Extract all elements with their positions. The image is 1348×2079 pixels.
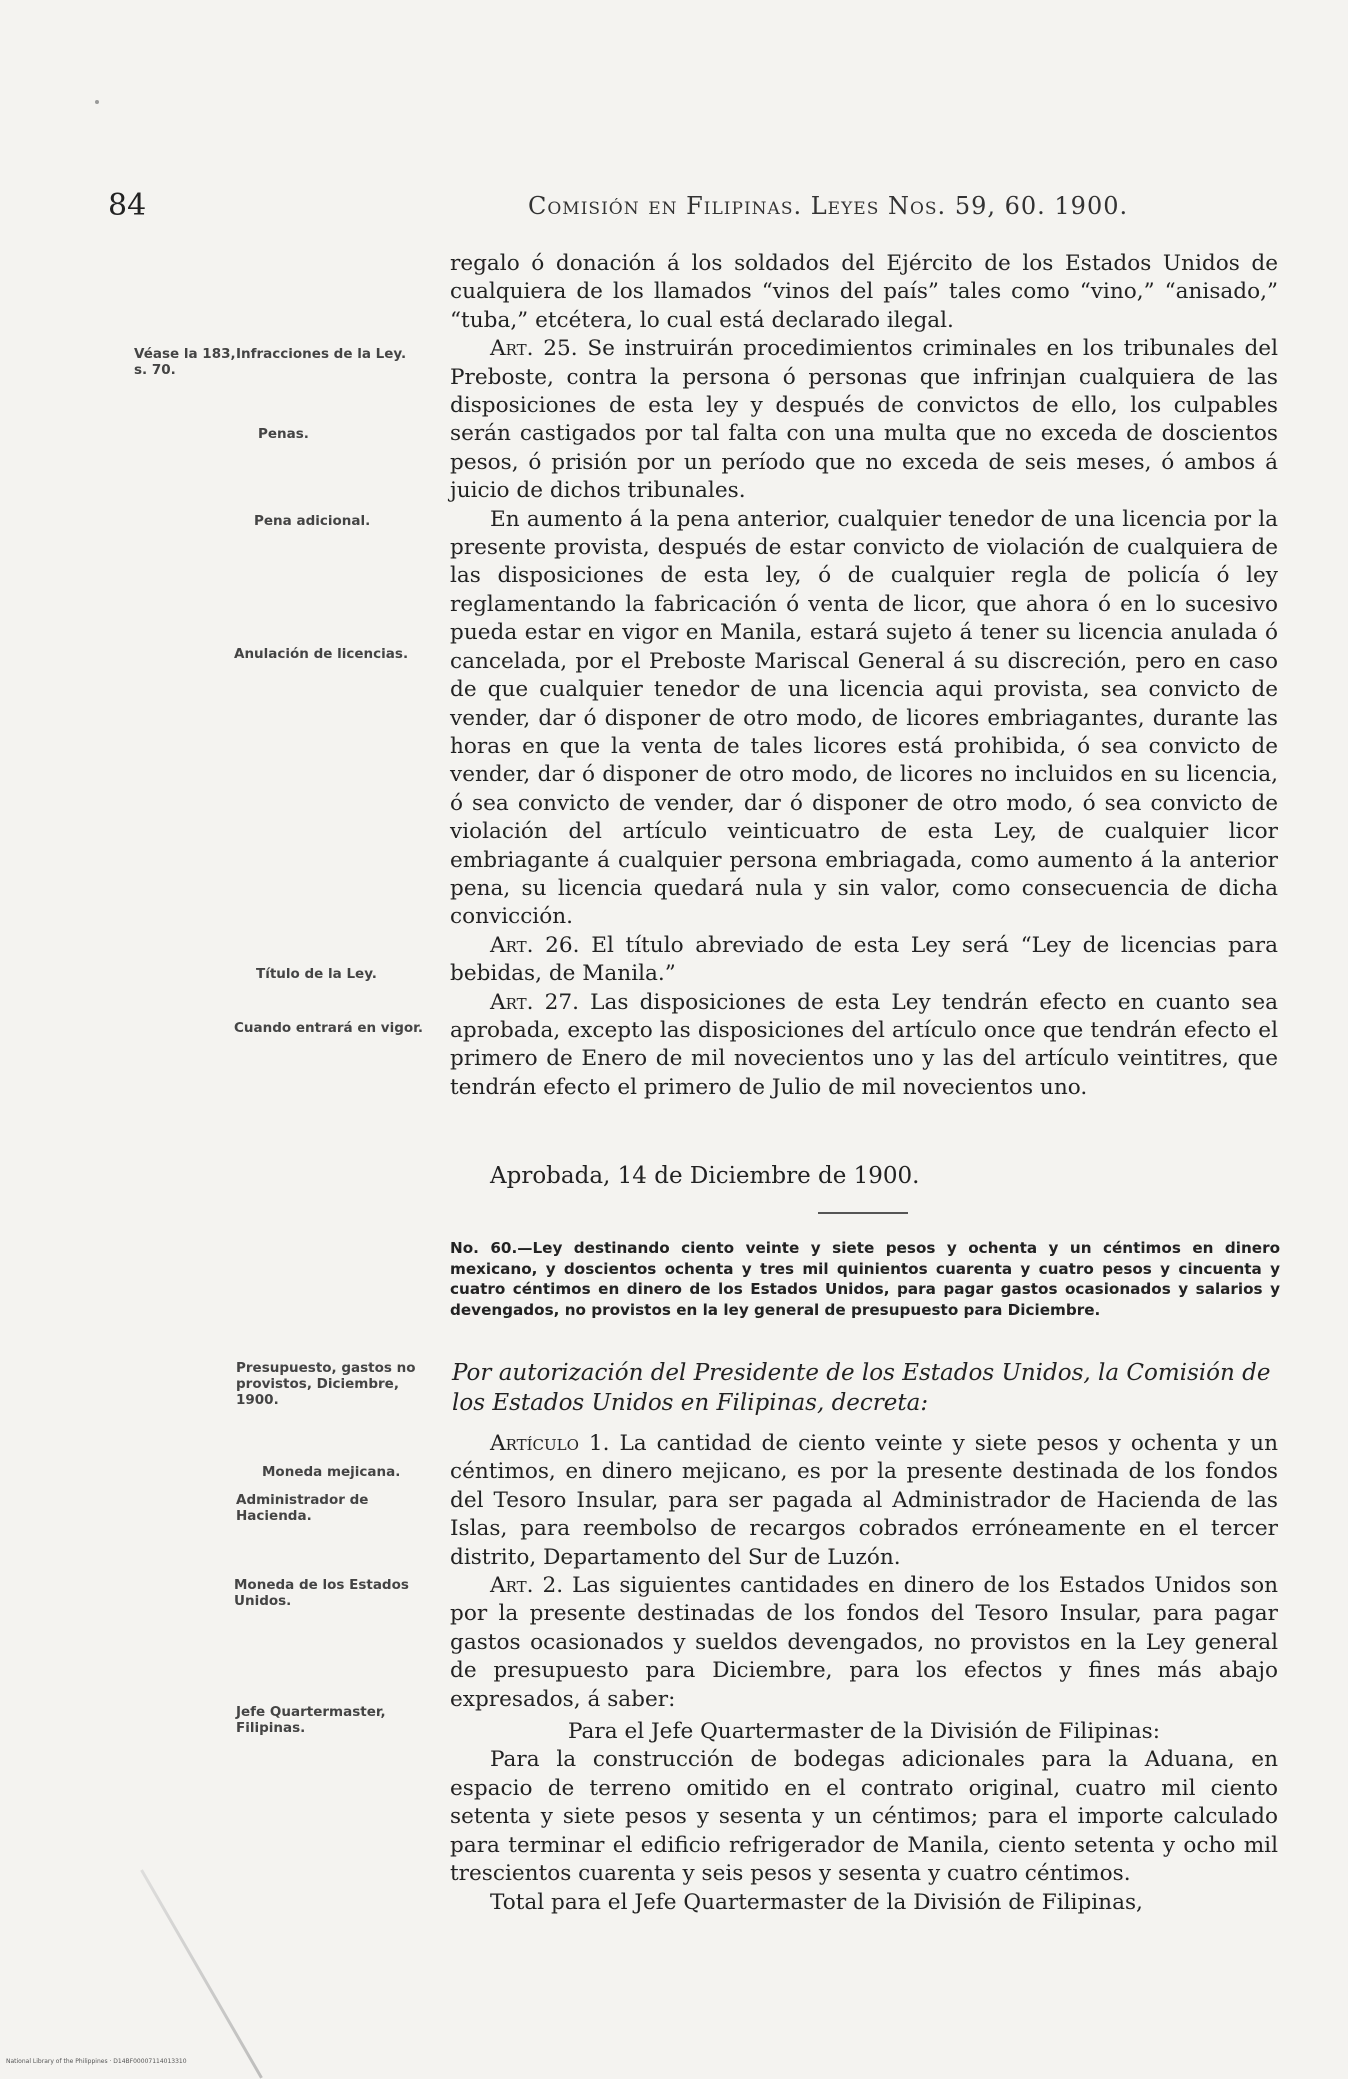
article-2-label: Art. 2. xyxy=(490,1573,564,1599)
article-1-label: Artículo 1. xyxy=(490,1431,610,1456)
law-59-text xyxy=(450,250,1278,1102)
scan-scratch xyxy=(140,1869,263,2078)
margin-note-moneda-mejicana: Moneda mejicana. xyxy=(262,1464,401,1480)
margin-note-moneda-eeuu: Moneda de los Estados Unidos. xyxy=(234,1577,409,1609)
article-2-text: Las siguientes cantidades en dinero de los Estados Unidos son por la presente destinadas de los fondos del Tesoro Insular, para pagar gastos ocasionados y sueldos devengados, no provistos en la Ley general de presupuesto para Diciembre, para los efectos y fines más abajo expresados, á saber: xyxy=(450,1573,1279,1712)
margin-note-presupuesto: Presupuesto, gastos no provistos, Diciembre, 1900. xyxy=(236,1360,416,1408)
article-27 xyxy=(450,989,1278,1103)
margin-note-jefe: Jefe Quartermaster, Filipinas. xyxy=(236,1704,386,1736)
article-26 xyxy=(450,932,1278,989)
paragraph-construccion: Para la construcción de bodegas adicionales para la Aduana, en espacio de terreno omitido en el contrato original, cuatro mil ciento setenta y siete pesos y sesenta y un céntimos; para el importe calculado para terminar el edificio refrigerador de Manila, ciento setenta y ocho mil trescientos cuarenta y seis pesos y sesenta y cuatro céntimos. xyxy=(450,1747,1278,1887)
paragraph-total: Total para el Jefe Quartermaster de la División de Filipinas, xyxy=(490,1889,1143,1915)
margin-note-administrador: Administrador de Hacienda. xyxy=(236,1492,369,1524)
article-25 xyxy=(450,335,1278,505)
margin-note-anulacion: Anulación de licencias. xyxy=(234,646,409,662)
para-jefe-heading: Para el Jefe Quartermaster de la División de Filipinas: xyxy=(567,1719,1160,1745)
law-60-title: No. 60.—Ley destinando ciento veinte y siete pesos y ochenta y un céntimos en dinero mexicano, y doscientos ochenta y tres mil quinientos cuarenta y cuatro pesos y cincuenta y cuatro céntimos en dinero de los Estados Unidos, para pagar gastos ocasionados y salarios y devengados, no provistos en la ley general de presupuesto para Diciembre. xyxy=(450,1239,1280,1319)
paragraph-aumento: En aumento á la pena anterior, cualquier tenedor de una licencia por la presente provista, después de estar convicto de violación de cualquiera de las disposiciones de esta ley, ó de cualquier regla de policía ó ley reglamentando la fabricación ó venta de licor, que ahora ó en lo sucesivo pueda estar en vigor en Manila, estará sujeto á tener su licencia anulada ó cancelada, por el Preboste Mariscal General á su discreción, pero en caso de que cualquier tenedor de una licencia aqui provista, sea convicto de vender, dar ó disponer de otro modo, de licores embriagantes, durante las horas en que la venta de tales licores está prohibida, ó sea convicto de vender, dar ó disponer de otro modo, de licores no incluidos en su licencia, ó sea convicto de vender, dar ó disponer de otro modo, ó sea convicto de violación del artículo veinticuatro de esta Ley, de cualquier licor embriagante á cualquier persona embriagada, como aumento á la anterior pena, su licencia quedará nula y sin valor, como consecuencia de dicha convicción. xyxy=(450,506,1278,930)
article-1-text: La cantidad de ciento veinte y siete pesos y ochenta y un céntimos, en dinero mejicano, es por la presente destinada de los fondos del Tesoro Insular, para ser pagada al Administrador de Hacienda de las Islas, para reembolso de recargos cobrados erróneamente en el tercer distrito, Departamento del Sur de Luzón. xyxy=(450,1431,1278,1570)
margin-note-cuando: Cuando entrará en vigor. xyxy=(234,1020,424,1036)
scan-speck xyxy=(95,100,99,104)
article-26-text: El título abreviado de esta Ley será “Ley de licencias para bebidas, de Manila.” xyxy=(450,932,1278,987)
margin-note-infracciones: Infracciones de la Ley. xyxy=(236,346,407,362)
paragraph-regalo: regalo ó donación á los soldados del Ejército de los Estados Unidos de cualquiera de los llamados “vinos del país” tales como “vino,” “anisado,” “tuba,” etcétera, lo cual está declarado ilegal. xyxy=(450,251,1278,333)
law-60-text xyxy=(450,1430,1278,1917)
article-2 xyxy=(450,1572,1278,1714)
article-26-label: Art. 26. xyxy=(490,932,580,958)
approval-date: Aprobada, 14 de Diciembre de 1900. xyxy=(490,1163,920,1189)
margin-note-titulo: Título de la Ley. xyxy=(256,966,377,982)
article-25-text: Se instruirán procedimientos criminales en los tribunales del Preboste, contra la persona ó personas que infrinjan cualquiera de las disposiciones de esta ley y después de convictos de ello, los culpables serán castigados por tal falta con una multa que no exceda de doscientos pesos, ó prisión por un período que no exceda de seis meses, ó ambos á juicio de dichos tribunales. xyxy=(450,336,1278,504)
footer-watermark: National Library of the Philippines · D14BF00007114013310 xyxy=(6,2058,187,2065)
article-25-label: Art. 25. xyxy=(490,336,578,362)
page-number: 84 xyxy=(108,188,147,223)
article-27-label: Art. 27. xyxy=(490,989,579,1015)
margin-note-penas: Penas. xyxy=(258,426,309,442)
margin-note-vease: Véase la 183, s. 70. xyxy=(134,346,236,378)
section-divider xyxy=(818,1212,908,1214)
article-27-text: Las disposiciones de esta Ley tendrán efecto en cuanto sea aprobada, excepto las disposiciones del artículo once que tendrán efecto el primero de Enero de mil novecientos uno y las del artículo veintitres, que tendrán efecto el primero de Julio de mil novecientos uno. xyxy=(450,989,1278,1100)
margin-note-pena-adicional: Pena adicional. xyxy=(254,513,371,529)
enacting-clause: Por autorización del Presidente de los Estados Unidos, la Comisión de los Estados Unidos en Filipinas, decreta: xyxy=(452,1360,1271,1416)
approval-line xyxy=(450,1162,1278,1190)
running-head: Comisión en Filipinas. Leyes Nos. 59, 60. 1900. xyxy=(528,192,1129,220)
article-1 xyxy=(450,1430,1278,1572)
